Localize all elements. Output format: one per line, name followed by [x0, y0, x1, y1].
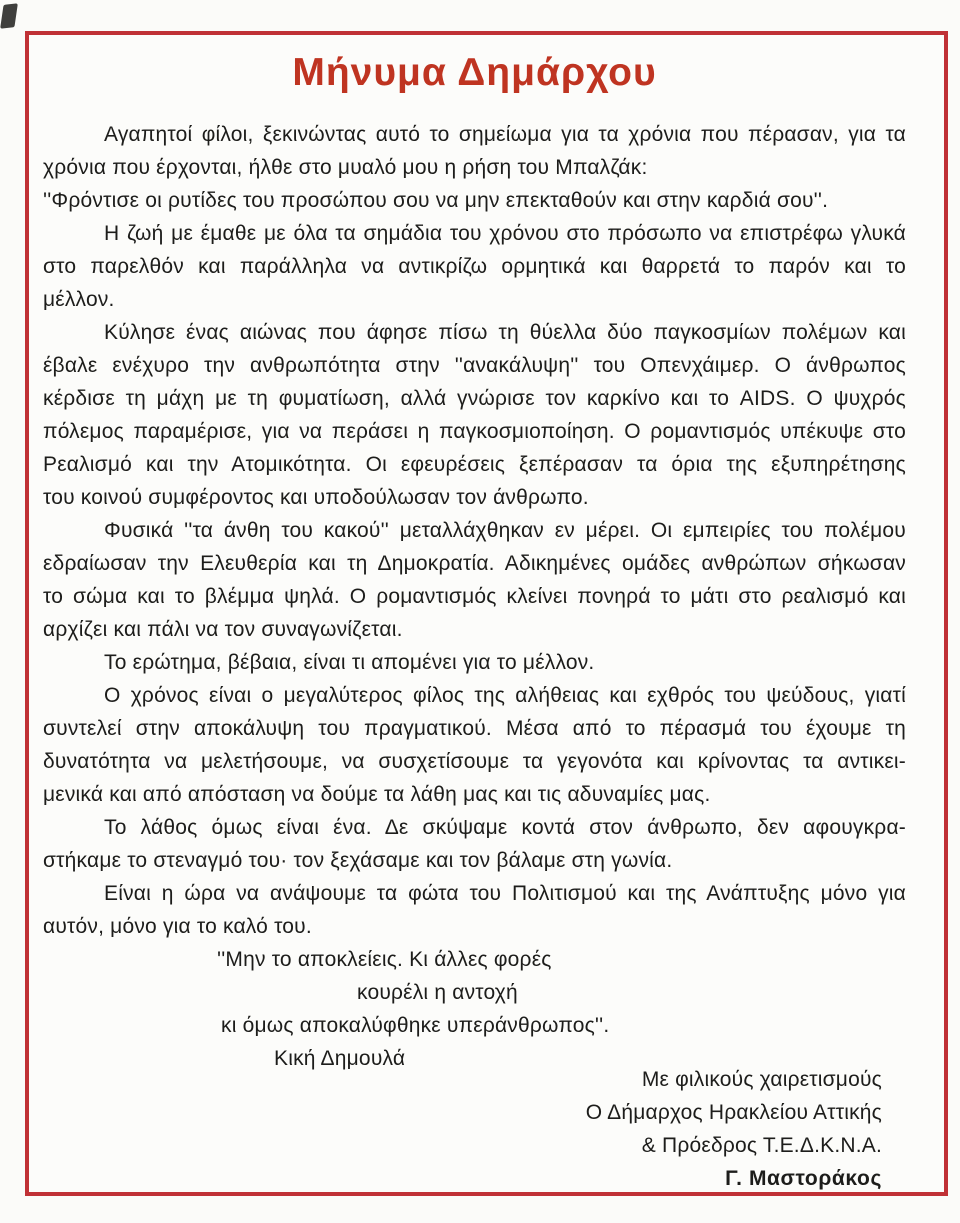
text-line: έβαλε ενέχυρο την ανθρωπότητα στην ''ανακάλυψη'' του Οπενχάιμερ. Ο άνθρωπος — [43, 354, 906, 377]
text-line: Είναι η ώρα να ανάψουμε τα φώτα του Πολιτισμού και της Ανάπτυξης μόνο για — [104, 882, 906, 905]
text-line: Ρεαλισμό και την Ατομικότητα. Οι εφευρέσεις ξεπέρασαν τα όρια της εξυπηρέτησης — [43, 453, 906, 476]
text-line: το σώμα και το βλέμμα ψηλά. Ο ρομαντισμός κλείνει πονηρά το μάτι στο ρεαλισμό και — [43, 585, 906, 608]
text-line: χρόνια που έρχονται, ήλθε στο μυαλό μου η ρήση του Μπαλζάκ: — [43, 156, 648, 179]
text-line: Ο χρόνος είναι ο μεγαλύτερος φίλος της αλήθειας και εχθρός του ψεύδους, γιατί — [104, 684, 906, 707]
text-line: αυτόν, μόνο για το καλό του. — [43, 915, 312, 938]
signature-greeting: Με φιλικούς χαιρετισμούς — [641, 1068, 882, 1091]
paragraph — [43, 118, 906, 184]
paragraph — [43, 877, 906, 943]
poem-line: κουρέλι η αντοχή — [357, 981, 518, 1004]
text-line: πόλεμος παραμέρισε, για να περάσει η παγκοσμιοποίηση. Ο ρομαντισμός υπέκυψε στο — [43, 420, 906, 443]
text-line: Φυσικά ''τα άνθη του κακού'' μεταλλάχθηκαν εν μέρει. Οι εμπειρίες του πολέμου — [104, 519, 906, 542]
text-line: Κύλησε ένας αιώνας που άφησε πίσω τη θύελλα δύο παγκοσμίων πολέμων και — [104, 321, 906, 344]
signature-role-2: & Πρόεδρος Τ.Ε.Δ.Κ.Ν.Α. — [641, 1134, 882, 1157]
poem-line: ''Μην το αποκλείεις. Κι άλλες φορές — [217, 948, 552, 971]
paragraph — [43, 679, 906, 811]
signature-name: Γ. Μαστοράκος — [725, 1167, 882, 1190]
page-title: Μήνυμα Δημάρχου — [292, 51, 657, 94]
text-line: του κοινού συμφέροντος και υποδούλωσαν τον άνθρωπο. — [43, 486, 589, 509]
text-line: δυνατότητα να μελετήσουμε, να συσχετίσουμε τα γεγονότα και κρίνοντας τα αντικει- — [43, 750, 906, 773]
poem-line: κι όμως αποκαλύφθηκε υπεράνθρωπος''. — [221, 1014, 610, 1037]
text-line: κέρδισε τη μάχη με τη φυματίωση, αλλά γνώρισε τον καρκίνο και το AIDS. Ο ψυχρός — [43, 387, 906, 410]
paragraph — [43, 184, 906, 217]
text-line: ''Φρόντισε οι ρυτίδες του προσώπου σου να μην επεκταθούν και στην καρδιά σου''. — [43, 189, 829, 212]
paragraph — [43, 811, 906, 877]
paragraph — [43, 646, 906, 679]
text-line: Το ερώτημα, βέβαια, είναι τι απομένει για το μέλλον. — [104, 651, 595, 674]
text-line: Αγαπητοί φίλοι, ξεκινώντας αυτό το σημείωμα για τα χρόνια που πέρασαν, για τα — [104, 123, 906, 146]
poem — [43, 943, 906, 1075]
poem-author: Κική Δημουλά — [274, 1047, 406, 1070]
text-line: εδραίωσαν την Ελευθερία και τη Δημοκρατία. Αδικημένες ομάδες ανθρώπων σήκωσαν — [43, 552, 906, 575]
signature — [43, 1063, 906, 1195]
text-line: Το λάθος όμως είναι ένα. Δε σκύψαμε κοντά στον άνθρωπο, δεν αφουγκρα- — [104, 816, 906, 839]
text-line: συντελεί στην αποκάλυψη του πραγματικού. Μέσα από το πέρασμά του έχουμε τη — [43, 717, 906, 740]
text-line: μενικά και από απόσταση να δούμε τα λάθη μας και τις αδυναμίες μας. — [43, 783, 711, 806]
scan-artifact — [0, 3, 18, 28]
body-text — [43, 118, 906, 943]
signature-role-1: Ο Δήμαρχος Ηρακλείου Αττικής — [585, 1101, 882, 1124]
paragraph — [43, 514, 906, 646]
text-line: αρχίζει και πάλι να τον συναγωνίζεται. — [43, 618, 403, 641]
document-frame — [25, 31, 948, 1196]
paragraph — [43, 316, 906, 514]
text-line: μέλλον. — [43, 288, 115, 311]
text-line: Η ζωή με έμαθε με όλα τα σημάδια του χρόνου στο πρόσωπο να επιστρέφω γλυκά — [104, 222, 906, 245]
text-line: στο παρελθόν και παράλληλα να αντικρίζω ορμητικά και θαρρετά το παρόν και το — [43, 255, 906, 278]
paragraph — [43, 217, 906, 316]
text-line: στήκαμε το στεναγμό του· τον ξεχάσαμε και τον βάλαμε στη γωνία. — [43, 849, 673, 872]
